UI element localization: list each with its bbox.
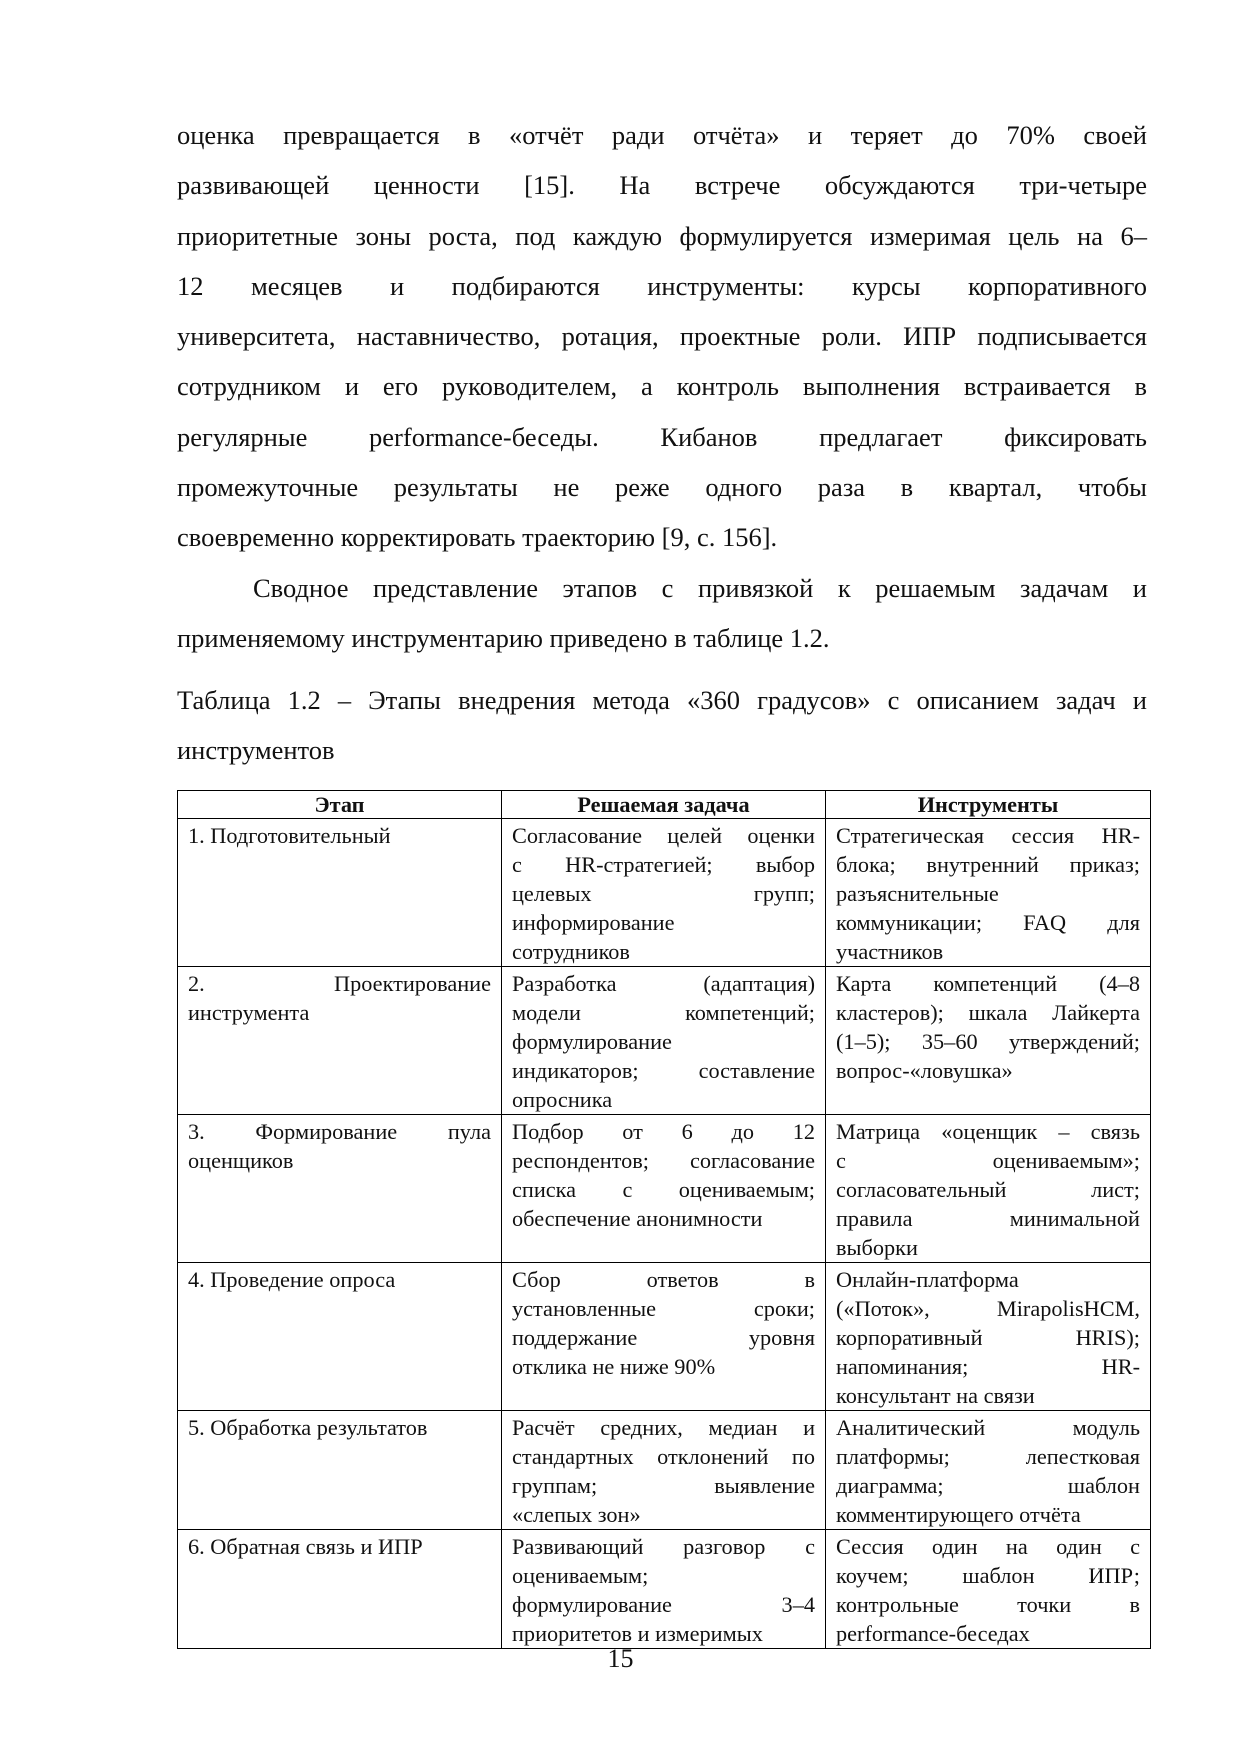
cell-line: коммуникации; FAQ для bbox=[836, 910, 1140, 935]
cell-line: с оцениваемым»; bbox=[836, 1148, 1140, 1173]
cell-line: с HR-стратегией; выбор bbox=[512, 852, 815, 877]
cell-line: корпоративный HRIS); bbox=[836, 1325, 1140, 1350]
table-row bbox=[178, 967, 1151, 1115]
cell-line: респондентов; согласование bbox=[512, 1148, 815, 1173]
cell-line: поддержание уровня bbox=[512, 1325, 815, 1350]
cell-line: обеспечение анонимности bbox=[512, 1206, 763, 1231]
cell-line: оцениваемым; bbox=[512, 1563, 649, 1588]
stages-table bbox=[177, 790, 1151, 1649]
table-row bbox=[178, 819, 1151, 967]
task-cell bbox=[502, 967, 826, 1115]
cell-line: («Поток», MirapolisHCM, bbox=[836, 1296, 1140, 1321]
cell-line: правила минимальной bbox=[836, 1206, 1140, 1231]
cell-line: разъяснительные bbox=[836, 881, 999, 906]
cell-line: 1. Подготовительный bbox=[188, 823, 391, 848]
page-number: 15 bbox=[607, 1644, 634, 1673]
task-cell bbox=[502, 1263, 826, 1411]
cell-line: Подбор от 6 до 12 bbox=[512, 1119, 815, 1144]
cell-line: Сессия один на один с bbox=[836, 1534, 1140, 1559]
cell-line: индикаторов; составление bbox=[512, 1058, 815, 1083]
tools-cell bbox=[826, 1115, 1151, 1263]
cell-line: участников bbox=[836, 939, 944, 964]
cell-line: информирование bbox=[512, 910, 675, 935]
cell-line: 4. Проведение опроса bbox=[188, 1267, 396, 1292]
stage-cell bbox=[178, 1411, 502, 1530]
body-line: применяемому инструментарию приведено в таблице 1.2. bbox=[177, 622, 830, 653]
body-line: 12 месяцев и подбираются инструменты: курсы корпоративного bbox=[177, 270, 1147, 301]
tools-cell bbox=[826, 967, 1151, 1115]
stage-cell bbox=[178, 1530, 502, 1649]
cell-line: группам; выявление bbox=[512, 1473, 815, 1498]
cell-line: модели компетенций; bbox=[512, 1000, 815, 1025]
cell-line: формулирование bbox=[512, 1029, 672, 1054]
cell-line: формулирование 3–4 bbox=[512, 1592, 815, 1617]
table-row bbox=[178, 1411, 1151, 1530]
cell-line: платформы; лепестковая bbox=[836, 1444, 1140, 1469]
tools-cell bbox=[826, 819, 1151, 967]
cell-line: стандартных отклонений по bbox=[512, 1444, 815, 1469]
cell-line: кластеров); шкала Лайкерта bbox=[836, 1000, 1140, 1025]
cell-line: опросника bbox=[512, 1087, 613, 1112]
tools-cell bbox=[826, 1530, 1151, 1649]
cell-line: приоритетов и измеримых bbox=[512, 1621, 763, 1646]
cell-line: 6. Обратная связь и ИПР bbox=[188, 1534, 423, 1559]
cell-line: коучем; шаблон ИПР; bbox=[836, 1563, 1140, 1588]
tools-cell bbox=[826, 1411, 1151, 1530]
header-task: Решаемая задача bbox=[502, 791, 826, 819]
cell-line: сотрудников bbox=[512, 939, 630, 964]
body-line: университета, наставничество, ротация, проектные роли. ИПР подписывается bbox=[177, 321, 1147, 352]
cell-line: установленные сроки; bbox=[512, 1296, 815, 1321]
stage-cell bbox=[178, 967, 502, 1115]
cell-line: оценщиков bbox=[188, 1148, 294, 1173]
cell-line: performance-беседах bbox=[836, 1621, 1030, 1646]
cell-line: целевых групп; bbox=[512, 881, 815, 906]
cell-line: Стратегическая сессия HR- bbox=[836, 823, 1140, 848]
cell-line: 5. Обработка результатов bbox=[188, 1415, 428, 1440]
body-line: приоритетные зоны роста, под каждую формулируется измеримая цель на 6– bbox=[177, 220, 1147, 251]
cell-line: 3. Формирование пула bbox=[188, 1119, 491, 1144]
cell-line: вопрос-«ловушка» bbox=[836, 1058, 1013, 1083]
cell-line: отклика не ниже 90% bbox=[512, 1354, 716, 1379]
body-text bbox=[177, 110, 1147, 663]
cell-line: Аналитический модуль bbox=[836, 1415, 1140, 1440]
cell-line: (1–5); 35–60 утверждений; bbox=[836, 1029, 1140, 1054]
table-caption bbox=[177, 675, 1147, 776]
header-stage: Этап bbox=[178, 791, 502, 819]
cell-line: выборки bbox=[836, 1235, 918, 1260]
body-line: своевременно корректировать траекторию [9, с. 156]. bbox=[177, 522, 778, 553]
body-line: сотрудником и его руководителем, а контроль выполнения встраивается в bbox=[177, 371, 1147, 402]
cell-line: консультант на связи bbox=[836, 1383, 1035, 1408]
table-row bbox=[178, 1530, 1151, 1649]
stage-cell bbox=[178, 1263, 502, 1411]
table-row bbox=[178, 1263, 1151, 1411]
body-line: Сводное представление этапов с привязкой к решаемым задачам и bbox=[253, 572, 1147, 603]
cell-line: блока; внутренний приказ; bbox=[836, 852, 1140, 877]
task-cell bbox=[502, 1530, 826, 1649]
table-header-row bbox=[178, 791, 1151, 819]
task-cell bbox=[502, 819, 826, 967]
table-row bbox=[178, 1115, 1151, 1263]
caption-line: инструментов bbox=[177, 735, 335, 766]
cell-line: Разработка (адаптация) bbox=[512, 971, 815, 996]
header-tools: Инструменты bbox=[826, 791, 1151, 819]
body-line: промежуточные результаты не реже одного раза в квартал, чтобы bbox=[177, 472, 1147, 503]
cell-line: Согласование целей оценки bbox=[512, 823, 815, 848]
stage-cell bbox=[178, 1115, 502, 1263]
cell-line: согласовательный лист; bbox=[836, 1177, 1140, 1202]
body-line: развивающей ценности [15]. На встрече обсуждаются три-четыре bbox=[177, 170, 1147, 201]
caption-line: Таблица 1.2 – Этапы внедрения метода «360 градусов» с описанием задач и bbox=[177, 685, 1147, 715]
cell-line: диаграмма; шаблон bbox=[836, 1473, 1140, 1498]
cell-line: Развивающий разговор с bbox=[512, 1534, 815, 1559]
tools-cell bbox=[826, 1263, 1151, 1411]
task-cell bbox=[502, 1411, 826, 1530]
cell-line: комментирующего отчёта bbox=[836, 1502, 1081, 1527]
cell-line: Онлайн-платформа bbox=[836, 1267, 1019, 1292]
cell-line: Матрица «оценщик – связь bbox=[836, 1119, 1140, 1144]
cell-line: Сбор ответов в bbox=[512, 1267, 815, 1292]
stage-cell bbox=[178, 819, 502, 967]
cell-line: списка с оцениваемым; bbox=[512, 1177, 815, 1202]
body-line: оценка превращается в «отчёт ради отчёта» и теряет до 70% своей bbox=[177, 120, 1147, 150]
cell-line: напоминания; HR- bbox=[836, 1354, 1140, 1379]
task-cell bbox=[502, 1115, 826, 1263]
cell-line: 2. Проектирование bbox=[188, 971, 491, 996]
body-line: регулярные performance-беседы. Кибанов предлагает фиксировать bbox=[177, 421, 1147, 452]
cell-line: контрольные точки в bbox=[836, 1592, 1140, 1617]
cell-line: Карта компетенций (4–8 bbox=[836, 971, 1140, 996]
cell-line: инструмента bbox=[188, 1000, 310, 1025]
cell-line: «слепых зон» bbox=[512, 1502, 641, 1527]
cell-line: Расчёт средних, медиан и bbox=[512, 1415, 815, 1440]
